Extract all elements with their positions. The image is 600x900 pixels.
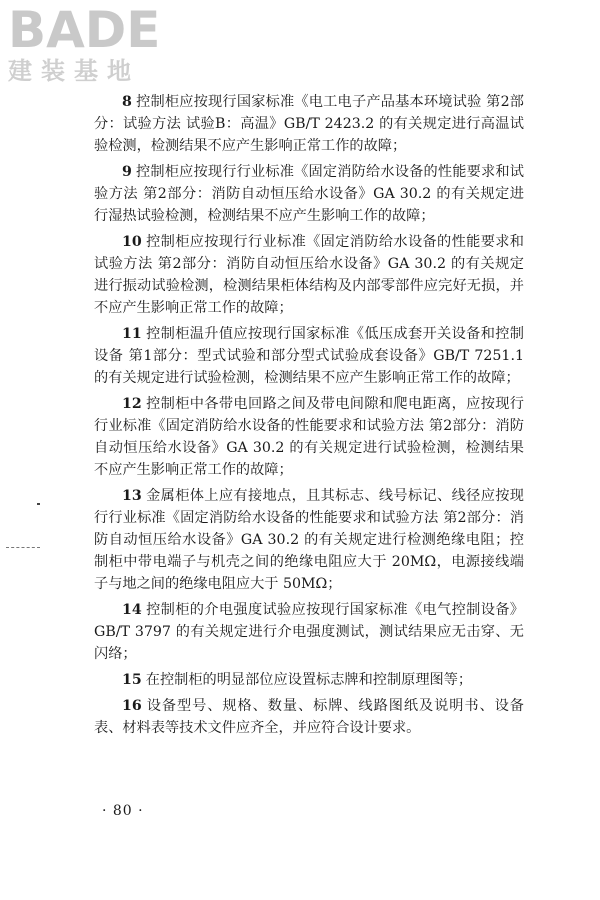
clause-14	[94, 599, 524, 665]
document-body	[94, 91, 524, 743]
clause-text: 控制柜的介电强度试验应按现行国家标准《电气控制设备》GB/T 3797 的有关规定进行介电强度测试，测试结果应无击穿、无闪络；	[94, 602, 524, 662]
clause-11	[94, 323, 524, 389]
clause-text: 控制柜应按现行行业标准《固定消防给水设备的性能要求和试验方法 第2部分：消防自动恒压给水设备》GA 30.2 的有关规定进行振动试验检测，检测结果柜体结构及内部零部件应完好无损，并不应产生影响正常工作的故障；	[94, 234, 524, 316]
clause-10	[94, 231, 524, 319]
clause-number: 8	[122, 94, 132, 110]
clause-number: 13	[122, 488, 142, 504]
clause-number: 11	[122, 326, 142, 342]
clause-15	[94, 669, 524, 691]
page-number: · 80 ·	[102, 803, 144, 819]
watermark-brand: BADE	[8, 1, 161, 59]
clause-text: 控制柜中各带电回路之间及带电间隙和爬电距离，应按现行行业标准《固定消防给水设备的性能要求和试验方法 第2部分：消防自动恒压给水设备》GA 30.2 的有关规定进行试验检测，检测结果不应产生影响正常工作的故障；	[94, 396, 524, 478]
clause-number: 12	[122, 396, 142, 412]
clause-13	[94, 485, 524, 595]
margin-dot	[37, 503, 40, 505]
clause-number: 14	[122, 602, 142, 618]
clause-text: 设备型号、规格、数量、标牌、线路图纸及说明书、设备表、材料表等技术文件应齐全，并应符合设计要求。	[94, 698, 524, 736]
bade-watermark-logo	[8, 2, 178, 86]
clause-text: 控制柜温升值应按现行国家标准《低压成套开关设备和控制设备 第1部分：型式试验和部分型式试验成套设备》GB/T 7251.1 的有关规定进行试验检测，检测结果不应产生影响正常工作的故障；	[94, 326, 524, 386]
clause-number: 16	[122, 698, 142, 714]
clause-text: 金属柜体上应有接地点，且其标志、线号标记、线径应按现行行业标准《固定消防给水设备的性能要求和试验方法 第2部分：消防自动恒压给水设备》GA 30.2 的有关规定进行检测绝缘电阻；控制柜中带电端子与机壳之间的绝缘电阻应大于 20MΩ，电源接线端子与地之间的绝缘电阻应大于 50MΩ；	[94, 488, 524, 592]
clause-number: 15	[122, 672, 142, 688]
clause-number: 9	[122, 164, 132, 180]
watermark-subtitle: 建装基地	[8, 57, 140, 85]
clause-text: 控制柜应按现行国家标准《电工电子产品基本环境试验 第2部分：试验方法 试验B：高温》GB/T 2423.2 的有关规定进行高温试验检测，检测结果不应产生影响正常工作的故障；	[94, 94, 524, 154]
clause-text: 在控制柜的明显部位应设置标志牌和控制原理图等；	[145, 672, 473, 688]
clause-8	[94, 91, 524, 157]
clause-9	[94, 161, 524, 227]
clause-text: 控制柜应按现行行业标准《固定消防给水设备的性能要求和试验方法 第2部分：消防自动恒压给水设备》GA 30.2 的有关规定进行湿热试验检测，检测结果不应产生影响工作的故障；	[94, 164, 524, 224]
clause-number: 10	[122, 234, 142, 250]
margin-dash	[6, 547, 40, 548]
clause-12	[94, 393, 524, 481]
clause-16	[94, 695, 524, 739]
